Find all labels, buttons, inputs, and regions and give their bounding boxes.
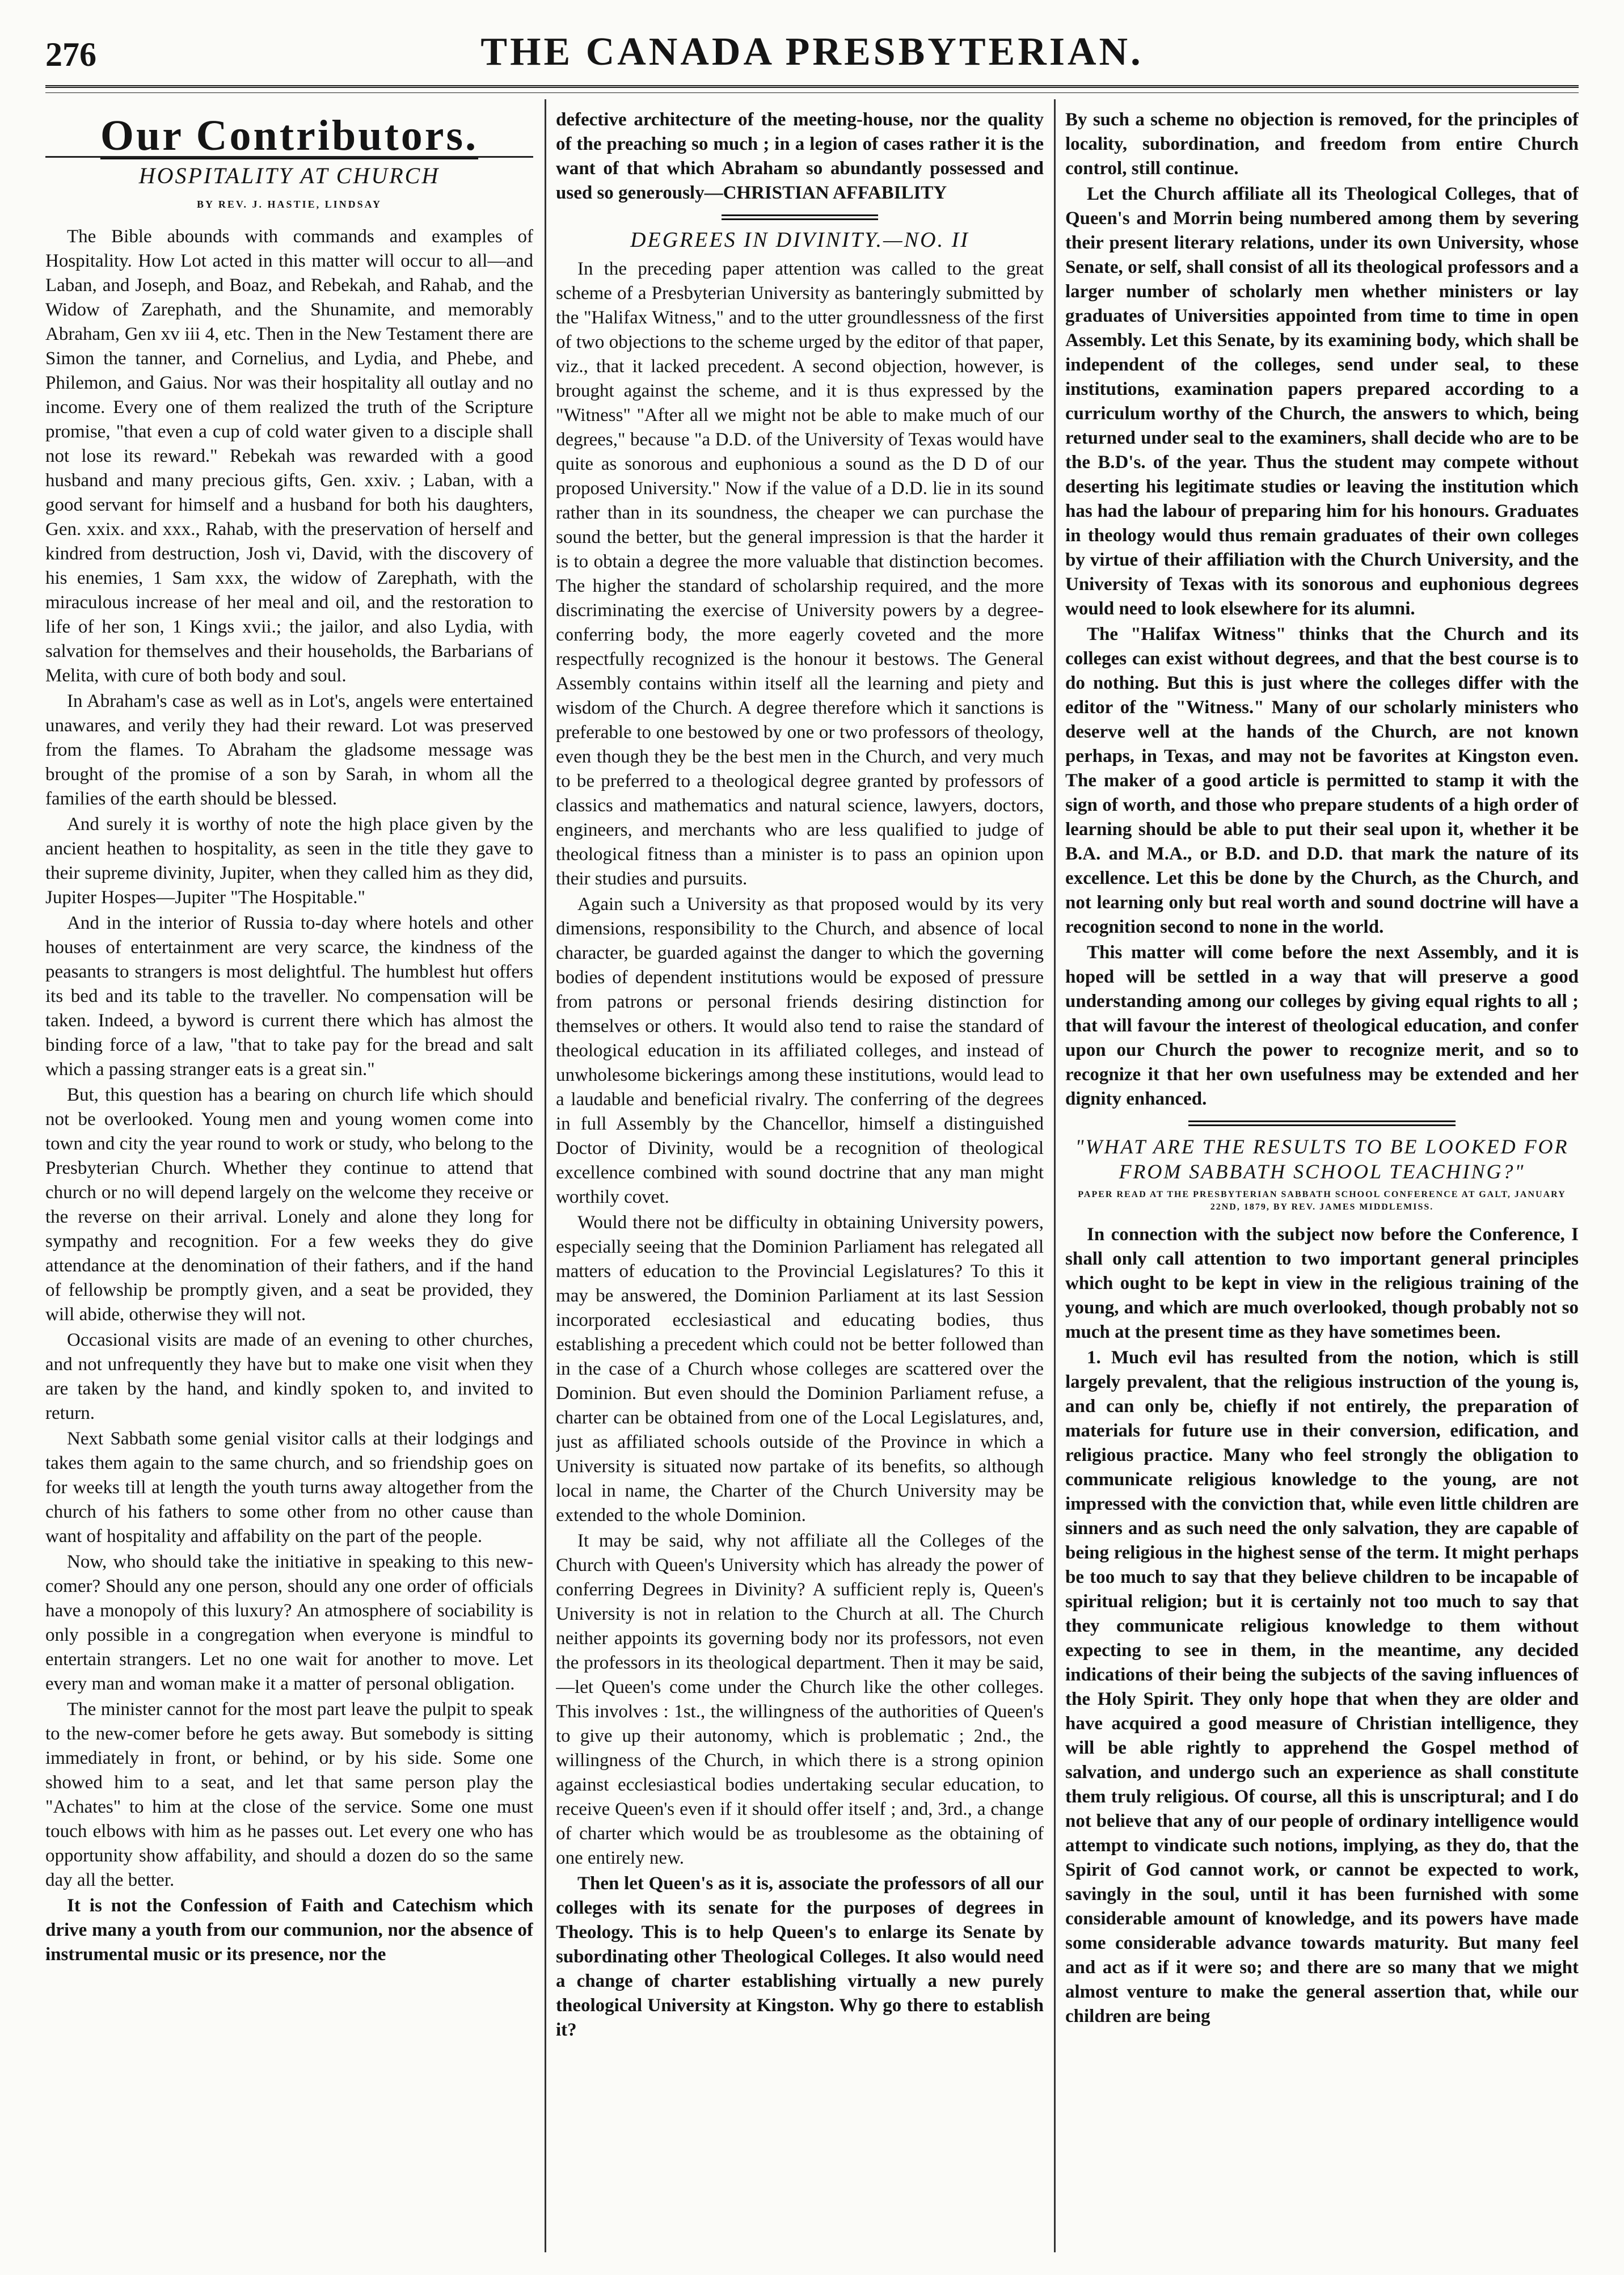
section-title: Our Contributors. [100, 112, 479, 159]
paragraph: It is not the Confession of Faith and Catechism which drive many a youth from our communion, nor the absence of instrumental music or its presence, nor the [45, 1895, 533, 1965]
column-divider [545, 99, 546, 2252]
article-byline: BY REV. J. HASTIE, LINDSAY [197, 199, 382, 210]
page-number: 276 [45, 36, 96, 73]
paragraph: The Bible abounds with commands and examples of Hospitality. How Lot acted in this matter will occur to all—and Laban, and Joseph, and Boaz, and Rebekah, and Rahab, and the Widow of Zarephath, and the Shunamite, and memorably Abraham, Gen xv iii 4, etc. Then in the New Testament there are Simon the tanner, and Cornelius, and Lydia, and Phebe, and Philemon, and Gaius. Nor was their hospitality all outlay and no income. Every one of them realized the truth of the Scripture promise, "that even a cup of cold water given to a disciple shall not lose its reward." Rebekah was rewarded with a good husband and many precious gifts, Gen. xxiv. ; Laban, with a good servant for himself and a husband for both his daughters, Gen. xxix. and xxx., Rahab, with the preservation of herself and kindred from destruction, Josh vi, David, with the discovery of his enemies, 1 Sam xxx, the widow of Zarephath, with the miraculous increase of her meal and oil, and the restoration to life of her son, 1 Kings xvii.; the jailor, and also Lydia, with salvation for themselves and their households, the Barbarians of Melita, with cure of both body and soul. [45, 226, 533, 686]
paragraph: In the preceding paper attention was called to the great scheme of a Presbyterian University as banteringly submitted by the "Halifax Witness," and to the utter groundlessness of the first of two objections to the scheme urged by the editor of that paper, viz., that it lacked precedent. A second objection, however, is brought against the scheme, and it is thus expressed by the "Witness" "After all we might not be able to make much of our degrees," because "a D.D. of the University of Texas would have quite as sonorous and euphonious a sound as the D D of our proposed University." Now if the value of a D.D. lie in its sound rather than in its soundness, the cheaper we can purchase the sound the better, but the general impression is that the harder it is to obtain a degree the more valuable that distinction becomes. The higher the standard of scholarship required, and the more discriminating the exercise of University powers by a degree-conferring body, the more eagerly coveted and the more respectfully recognized is the honour it bestows. The General Assembly contains within itself all the learning and piety and wisdom of the Church. A degree therefore which it sanctions is preferable to one bestowed by one or two professors of theology, even though they be the best men in the Church, and very much to be preferred to a theological degree granted by professors of classics and mathematics and natural science, lawyers, doctors, engineers, and merchants who are less qualified to judge of theological fitness than a minister is to pass an opinion upon their studies and pursuits. [556, 259, 1044, 889]
article-separator [1188, 1120, 1456, 1128]
header-rule [45, 85, 1579, 93]
article-title: DEGREES IN DIVINITY.—NO. II [630, 228, 969, 252]
page-header [0, 0, 1624, 108]
article-separator [722, 214, 878, 222]
paragraph: 1. Much evil has resulted from the notion, which is still largely prevalent, that the religious instruction of the young is, and can only be, chiefly if not entirely, the preparation of materials for future use in their conversion, edification, and religious practice. Many who feel strongly the obligation to communicate religious knowledge to the young, are not impressed with the conviction that, while even little children are sinners and as such need the only salvation, they are capable of being religious in the highest sense of the term. It might perhaps be too much to say that they believe children to be incapable of spiritual religion; but it is certainly not too much to say that they communicate religious knowledge to them without expecting to see in them, in the meantime, any decided indications of their being the subjects of the saving influences of the Holy Spirit. They only hope that when they are older and have acquired a good measure of Christian intelligence, they will be able rightly to apprehend the Gospel method of salvation, and undergo such an experience as shall constitute them truly religious. Of course, all this is unscriptural; and I do not believe that any of our people of ordinary intelligence would attempt to vindicate such notions, implying, as they do, that the Spirit of God cannot work, or cannot be expected to work, savingly in the soul, until it has been furnished with some considerable amount of knowledge, and its powers have made some considerable advance towards maturity. But many feel and act as if it were so; and there are so many that we might almost venture to make the general assertion that, while our children are being [1065, 1347, 1579, 2027]
paragraph: The minister cannot for the most part leave the pulpit to speak to the new-comer before he gets away. But somebody is sitting immediately in front, or behind, or by his side. Some one showed him to a seat, and let that same person play the "Achates" to him at the close of the service. Some one must touch elbows with him as he passes out. Let every one who has opportunity show affability, and should a dozen do so the same day all the better. [45, 1699, 533, 1890]
paragraph: Next Sabbath some genial visitor calls at their lodgings and takes them again to the same church, and so friendship goes on for weeks till at length the youth turns away altogether from the church of his fathers to some other from no other cause than want of hospitality and affability on the part of the people. [45, 1429, 533, 1547]
paragraph: Occasional visits are made of an evening to other churches, and not unfrequently they have but to make one visit when they are taken by the hand, and kindly spoken to, and invited to return. [45, 1330, 533, 1423]
paragraph: Would there not be difficulty in obtaining University powers, especially seeing that the Dominion Parliament has relegated all matters of education to the Provincial Legislatures? To this it may be answered, the Dominion Parliament at its last Session incorporated ecclesiastical and educating bodies, thus establishing a precedent which could not be better followed than in the case of a Church whose colleges are scattered over the Dominion. But even should the Dominion Parliament refuse, a charter can be obtained from one of the Local Legislatures, and, just as affiliated schools outside of the Province in which a University is situated now partake of its benefits, so although local in name, the Charter of the Church University may be extended to the whole Dominion. [556, 1212, 1044, 1526]
paragraph: Let the Church affiliate all its Theological Colleges, that of Queen's and Morrin being numbered among them by severing their present literary relations, under its own University, whose Senate, or self, shall consist of all its theological professors and a larger number of scholarly men whether ministers or lay graduates of Universities appointed from time to time in open Assembly. Let this Senate, by its examining body, which shall be independent of the colleges, send under seal, to these institutions, examination papers prepared according to a curriculum worthy of the Church, the answers to which, being returned under seal to the examiners, shall decide who are to be the B.D's. of the year. Thus the student may compete without deserting his legitimate studies or leaving the institution which has had the labour of preparing him for his honours. Graduates in theology would thus remain graduates of their own colleges by virtue of their affiliation with the Church University, and the University of Texas with its sonorous and euphonious degrees would need to look elsewhere for its alumni. [1065, 184, 1579, 619]
article-title: "WHAT ARE THE RESULTS TO BE LOOKED FOR FROM SABBATH SCHOOL TEACHING?" [1075, 1135, 1569, 1183]
paragraph: In connection with the subject now before the Conference, I shall only call attention to two important general principles which ought to be kept in view in the religious training of the young, and which are much overlooked, though probably not so much at the present time as they have sometimes been. [1065, 1224, 1579, 1342]
article-title: HOSPITALITY AT CHURCH [138, 163, 440, 188]
paragraph: The "Halifax Witness" thinks that the Church and its colleges can exist without degrees, and that the best course is to do nothing. But this is just where the colleges differ with the editor of the "Witness." Many of our scholarly ministers who deserve well at the hands of the Church, are not known perhaps, in Texas, and may not be favorites at Kingston even. The maker of a good article is permitted to stamp it with the sign of worth, and those who prepare students of a high order of learning should be able to put their seal upon it, whether it be B.A. and M.A., or B.D. and D.D. that mark the nature of its excellence. Let this be done by the Church, as the Church, and not learning only but real worth and sound doctrine will have a recognition second to none in the world. [1065, 624, 1579, 937]
paragraph: It may be said, why not affiliate all the Colleges of the Church with Queen's University which has already the power of conferring Degrees in Divinity? A sufficient reply is, Queen's University is not in relation to the Church at all. The Church neither appoints its governing body nor its professors, not even the professors in its theological department. Then it may be said,—let Queen's come under the Church like the other colleges. This involves : 1st., the willingness of the authorities of Queen's to give up their autonomy, which is problematic ; 2nd., the willingness of the Church, in which there is a strong opinion against ecclesiastical bodies undertaking secular education, to receive Queen's even if it should offer itself ; and, 3rd., a change of charter which would be as troublesome as the obtaining of one entirely new. [556, 1531, 1044, 1868]
column-divider [1054, 99, 1056, 2252]
paragraph: Now, who should take the initiative in speaking to this new-comer? Should any one person, should any one order of officials have a monopoly of this luxury? An atmosphere of sociability is only possible in a congregation when everyone is mindful to entertain strangers. Let no one wait for another to move. Let every man and woman make it a matter of personal obligation. [45, 1552, 533, 1694]
paragraph: This matter will come before the next Assembly, and it is hoped will be settled in a way that will preserve a good understanding among our colleges by giving equal rights to all ; that will favour the interest of theological education, and confer upon our Church the power to recognize merit, and so to recognize it that her own usefulness may be extended and her dignity enhanced. [1065, 942, 1579, 1109]
paragraph-continued: defective architecture of the meeting-house, nor the quality of the preaching so much ; in a legion of cases rather it is the want of that which Abraham so abundantly possessed and used so generously—CHRISTIAN AFFABILITY [556, 109, 1044, 203]
paragraph: In Abraham's case as well as in Lot's, angels were entertained unawares, and verily they had their reward. Lot was preserved from the flames. To Abraham the gladsome message was brought of the promise of a son by Sarah, in whom all the families of the earth should be blessed. [45, 691, 533, 809]
paragraph: But, this question has a bearing on church life which should not be overlooked. Young men and young women come into town and city the year round to work or study, who belong to the Presbyterian Church. Whether they continue to attend that church or no will depend largely on the welcome they receive or the reverse on their arrival. Lonely and alone they long for sympathy and recognition. For a few weeks they do give attendance at the denomination of their fathers, and if the hand of fellowship be promptly given, and a seat be provided, they will abide, otherwise they will not. [45, 1085, 533, 1325]
paragraph: And surely it is worthy of note the high place given by the ancient heathen to hospitality, as seen in the title they gave to their supreme divinity, Jupiter, when they called him as they did, Jupiter Hospes—Jupiter "The Hospitable." [45, 814, 533, 908]
masthead: THE CANADA PRESBYTERIAN. [480, 30, 1144, 74]
paragraph: Again such a University as that proposed would by its very dimensions, responsibility to the Church, and absence of local character, be guarded against the danger to which the governing bodies of dependent institutions would be exposed of pressure from patrons or personal friends desiring distinction for themselves or others. It would also tend to raise the standard of theological education in its affiliated colleges, and instead of unwholesome bickerings among these institutions, would lead to a laudable and beneficial rivalry. The conferring of the degrees in full Assembly by the Chancellor, himself a distinguished Doctor of Divinity, would be a recognition of theological excellence combined with sound doctrine that any man might worthily covet. [556, 894, 1044, 1207]
paragraph: Then let Queen's as it is, associate the professors of all our colleges with its senate for the purposes of degrees in Theology. This is to help Queen's to enlarge its Senate by subordinating other Theological Colleges. It also would need a change of charter establishing virtually a new purely theological University at Kingston. Why go there to establish it? [556, 1873, 1044, 2040]
paragraph: And in the interior of Russia to-day where hotels and other houses of entertainment are very scarce, the kindness of the peasants to strangers is most delightful. The humblest hut offers its bed and its table to the traveller. No compensation will be taken. Indeed, a byword is current there which has almost the binding force of a law, "that to take pay for the bread and salt which a passing stranger eats is a great sin." [45, 913, 533, 1080]
column-1 [45, 108, 533, 2252]
paragraph-continued: By such a scheme no objection is removed, for the principles of locality, subordination, and freedom from entire Church control, still continue. [1065, 109, 1579, 179]
article-byline: PAPER READ AT THE PRESBYTERIAN SABBATH SCHOOL CONFERENCE AT GALT, JANUARY 22ND, 1879, BY REV. JAMES MIDDLEMISS. [1078, 1190, 1566, 1212]
column-3 [1065, 108, 1579, 2252]
column-2 [556, 108, 1044, 2252]
